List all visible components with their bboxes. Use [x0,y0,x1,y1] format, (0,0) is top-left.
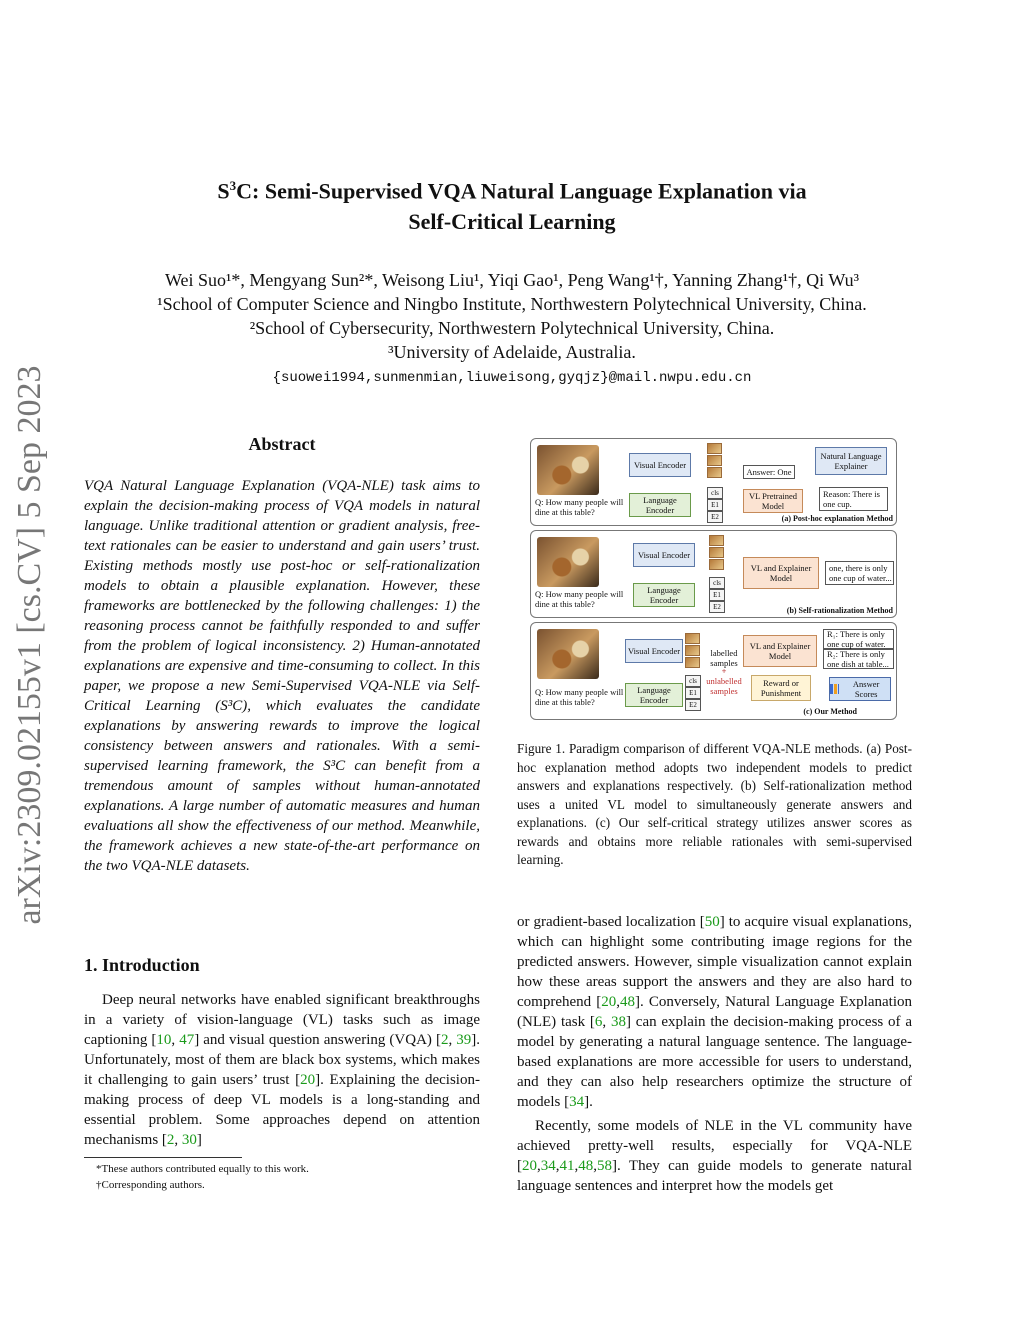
rationale-r2: R₂: There is only one dish at table... [823,649,894,669]
language-encoder: Language Encoder [629,493,691,517]
token-e2: E2 [707,511,723,523]
table-photo [537,537,599,587]
panel-a-label: (a) Post-hoc explanation Method [781,514,893,523]
arxiv-id: arXiv:2309.02155v1 [cs.CV] 5 Sep 2023 [11,365,48,925]
panel-b-label: (b) Self-rationalization Method [786,606,893,615]
language-encoder: Language Encoder [633,583,695,607]
text-run: Recently, some models of NLE in the VL community have achieved pretty-well results, especially for VQA-NLE [ [517,1118,912,1174]
citation-link[interactable]: 48 [578,1158,594,1174]
intro-paragraph: Deep neural networks have enabled significant breakthroughs in a variety of vision-language (VL) tasks such as image captioning [10, 47] and visual question answering (VQA) [2, 39]. Unfortunately, most of them are black box systems, which makes it challenging to gain users’ trust [20]. Explaining the decision-making process of deep VL models is a long-standing and essential problem. Some approaches depend on attention mechanisms [2, 30] [84,992,481,1148]
answer-box: Answer: One [743,465,795,479]
figure-caption: Figure 1. Paradigm comparison of different VQA-NLE methods. (a) Post-hoc explanation method adopts two independent models to predict answers and explanations respectively. (b) Self-rationalization method uses a united VL model to simultaneously generate answers and explanations. (c) Our self-critical strategy utilizes answer scores as rewards and obtains more reliable rationales with semi-supervised learning. [517,741,912,867]
footnote-1: *These authors contributed equally to this work. [96,1163,309,1175]
citation-link[interactable]: 38 [610,1014,626,1030]
text-run: ]. They can guide models to generate natural language sentences and interpret how the models get [517,1158,912,1194]
reward-punishment: Reward or Punishment [751,675,811,701]
citation-link[interactable]: 20 [300,1072,316,1088]
citation-link[interactable]: 2 [166,1132,175,1148]
vl-explainer-model: VL and Explainer Model [743,557,819,589]
figure-question: Q: How many people will dine at this table? [535,589,624,609]
title-prefix: S [217,178,230,204]
reason-box: Reason: There is one cup. [819,487,888,511]
region-thumb [709,535,724,546]
output-text-box: one, there is only one cup of water... [825,561,894,585]
affiliation-3: ³University of Adelaide, Australia. [388,342,636,362]
table-photo [537,445,599,495]
token-e2: E2 [709,601,725,613]
title-line2: Self-Critical Learning [408,209,616,235]
citation-link[interactable]: 20 [522,1158,537,1174]
affiliation-1: ¹School of Computer Science and Ningbo Institute, Northwestern Polytechnical University, China. [157,294,867,314]
vl-explainer-model: VL and Explainer Model [743,635,817,667]
text-run: ] to acquire visual explanations, which can highlight some contributing image regions for the predicted answers. However, simple visualization cannot explain how these areas support the answers and they are also hard to comprehend [ [517,914,912,1010]
region-thumb [707,455,722,466]
citation-link[interactable]: 47 [179,1032,195,1048]
unlabelled-samples: unlabelled samples [706,676,742,696]
text-run: ]. [584,1094,593,1110]
token-cls: cls [709,577,725,589]
figure-question: Q: How many people will dine at this table? [535,497,624,517]
region-thumb [685,657,700,668]
panel-c-label: (c) Our Method [803,707,857,716]
region-thumb [707,467,722,478]
figure-panel-c [530,622,897,720]
citation-link[interactable]: 34 [540,1158,556,1174]
intro-heading: 1. Introduction [84,955,200,975]
footnote-rule [84,1157,242,1158]
language-encoder: Language Encoder [625,683,683,707]
right-paragraph-1: or gradient-based localization [50] to acquire visual explanations, which can highlight some contributing image regions for the predicted answers. However, simple visualization cannot explain how these areas support the answers and they are also hard to comprehend [20,48]. Conversely, Natural Language Explanation (NLE) task [6, 38] can explain the decision-making process of a model by generating a natural language sentence. The language-based explanations are more accessible for users to understand, and they can also help researchers optimize the structure of models [34]. [517,914,913,1110]
footnote-2: †Corresponding authors. [96,1179,205,1191]
region-thumb [707,443,722,454]
author-emails: {suowei1994,sunmenmian,liuweisong,gyqjz}@mail.nwpu.edu.cn [272,370,752,386]
nl-explainer: Natural Language Explainer [815,447,887,475]
token-cls: cls [707,487,723,499]
region-thumb [709,559,724,570]
labelled-samples: labelled samples [710,648,738,668]
arxiv-side-stamp [12,360,48,930]
visual-encoder: Visual Encoder [625,639,683,663]
region-thumb [685,645,700,656]
visual-encoder: Visual Encoder [629,453,691,477]
token-e1: E1 [685,687,701,699]
token-cls: cls [685,675,701,687]
text-run: ]. Unfortunately, most of them are black box systems, which makes it challenging to gain users’ trust [ [84,1032,481,1088]
token-e2: E2 [685,699,701,711]
vl-pretrained-model: VL Pretrained Model [743,489,803,513]
figure-1 [530,438,897,720]
paper-title [120,170,904,237]
citation-link[interactable]: 41 [559,1158,575,1174]
text-run: ] [196,1132,202,1148]
citation-link[interactable]: 20 [601,994,617,1010]
citation-link[interactable]: 10 [156,1032,172,1048]
plus-sign: + [721,666,727,676]
text-run: ] and visual question answering (VQA) [ [194,1032,441,1048]
citation-link[interactable]: 39 [456,1032,472,1048]
citation-link[interactable]: 6 [594,1014,603,1030]
title-line1: C: Semi-Supervised VQA Natural Language Explanation via [236,178,807,204]
author-block [60,268,964,390]
figure-panel-a [530,438,897,526]
abstract-text: VQA Natural Language Explanation (VQA-NLE) task aims to explain the decision-making process of VQA models in natural language. Unlike traditional attention or gradient analysis, free-text rationales can be easier to understand and gain users’ trust. Existing methods mostly use post-hoc or self-rationalization models to obtain a plausible explanation. However, these frameworks are bottlenecked by the following challenges: 1) the reasoning process cannot be faithfully responded to and suffer from the problem of logical inconsistency. 2) Human-annotated explanations are expensive and time-consuming to collect. In this paper, we propose a new Semi-Supervised VQA-NLE via Self-Critical Learning (S³C), which evaluates the candidate explanations by answering rewards to improve the logical consistency between answers and rationales. With a semi-supervised learning framework, the S³C can benefit from a tremendous amount of samples without human-annotated explanations. A large number of automatic measures and human evaluations all show the effectiveness of our method. Meanwhile, the framework achieves a new state-of-the-art performance on the two VQA-NLE datasets. [84,478,480,874]
citation-link[interactable]: 30 [181,1132,197,1148]
figure-panel-b [530,530,897,618]
citation-link[interactable]: 34 [569,1094,585,1110]
text-run: ] can explain the decision-making process of a model by generating a natural language sentence. The language-based explanations are more accessible for users to understand, and they can also help researchers optimize the structure of models [ [517,1014,913,1110]
citation-link[interactable]: 2 [440,1032,449,1048]
text-run: or gradient-based localization [ [517,914,705,930]
answer-scores [829,677,891,701]
token-e1: E1 [709,589,725,601]
region-thumb [709,547,724,558]
token-e1: E1 [707,499,723,511]
figure-question: Q: How many people will dine at this table? [535,687,624,707]
text-run: ]. Explaining the decision-making process of deep VL models is a long-standing and essential problem. Some approaches depend on attention mechanisms [ [84,1072,480,1148]
visual-encoder: Visual Encoder [633,543,695,567]
author-list: Wei Suo¹*, Mengyang Sun²*, Weisong Liu¹, Yiqi Gao¹, Peng Wang¹†, Yanning Zhang¹†, Qi Wu³ [164,270,860,290]
text-run: ]. Conversely, Natural Language Explanation (NLE) task [ [517,994,912,1030]
citation-link[interactable]: 58 [597,1158,612,1174]
right-paragraph-2: Recently, some models of NLE in the VL community have achieved pretty-well results, especially for VQA-NLE [20,34,41,48,58]. They can guide models to generate natural language sentences and interpret how the models get [517,1118,912,1194]
rationale-r1: R₁: There is only one cup of water. [823,629,894,649]
region-thumb [685,633,700,644]
affiliation-2: ²School of Cybersecurity, Northwestern Polytechnical University, China. [249,318,775,338]
text-run: Deep neural networks have enabled significant breakthroughs in a variety of vision-language (VL) tasks such as image captioning [ [84,992,480,1048]
answer-scores-label: Answer Scores [852,679,880,699]
bar-chart-icon [830,684,839,694]
title-sup: 3 [229,178,237,193]
citation-link[interactable]: 50 [704,914,720,930]
table-photo [537,629,599,679]
abstract-heading: Abstract [248,434,316,454]
citation-link[interactable]: 48 [620,994,636,1010]
